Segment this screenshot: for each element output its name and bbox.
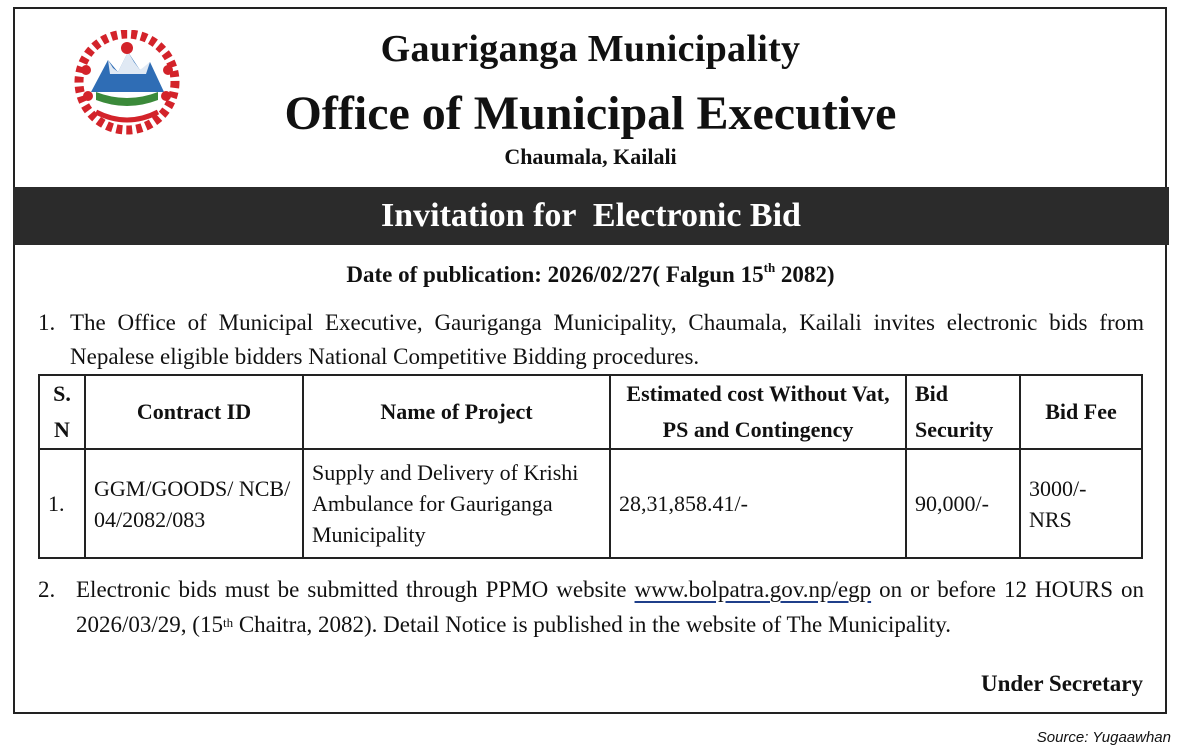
paragraph-text: The Office of Municipal Executive, Gauriganga Municipality, Chaumala, Kailali invites electronic bids from Nepalese eligible bidders National Competitive Bidding procedures. (70, 310, 1144, 369)
cell-fee: 3000/- NRS (1020, 449, 1142, 558)
notice-title-banner: Invitation for Electronic Bid (13, 187, 1169, 245)
paragraph-text: Electronic bids must be submitted through PPMO website www.bolpatra.gov.np/egp on or before 12 HOURS on 2026/03/29, (15th Chaitra, 2082). Detail Notice is published in the website of The Municipality. (76, 577, 1144, 637)
bolpatra-link[interactable]: www.bolpatra.gov.np/egp (634, 577, 872, 602)
cell-security: 90,000/- (906, 449, 1020, 558)
header-cost: Estimated cost Without Vat, PS and Contingency (610, 375, 906, 449)
cell-cost: 28,31,858.41/- (610, 449, 906, 558)
paragraph-2 (38, 572, 1144, 642)
table-row (39, 449, 1142, 558)
bid-table (38, 374, 1143, 559)
header-fee: Bid Fee (1020, 375, 1142, 449)
table-header-row (39, 375, 1142, 449)
source-credit: Source: Yugaawhan (1036, 729, 1171, 746)
signature-title: Under Secretary (980, 671, 1143, 696)
publication-date: Date of publication: 2026/02/27( Falgun 15th 2082) (346, 260, 835, 287)
paragraph-number: 2. (38, 577, 56, 602)
header-sn: S. N (39, 375, 85, 449)
header-security: Bid Security (906, 375, 1020, 449)
paragraph-1 (38, 306, 1144, 374)
office-name: Office of Municipal Executive (284, 87, 897, 140)
cell-project: Supply and Delivery of Krishi Ambulance for Gauriganga Municipality (303, 449, 610, 558)
cell-sn: 1. (39, 449, 85, 558)
header-project: Name of Project (303, 375, 610, 449)
office-location: Chaumala, Kailali (504, 144, 677, 169)
municipality-name: Gauriganga Municipality (380, 28, 801, 70)
cell-contract-id: GGM/GOODS/ NCB/ 04/2082/083 (85, 449, 303, 558)
header-contract-id: Contract ID (85, 375, 303, 449)
paragraph-number: 1. (38, 310, 56, 335)
